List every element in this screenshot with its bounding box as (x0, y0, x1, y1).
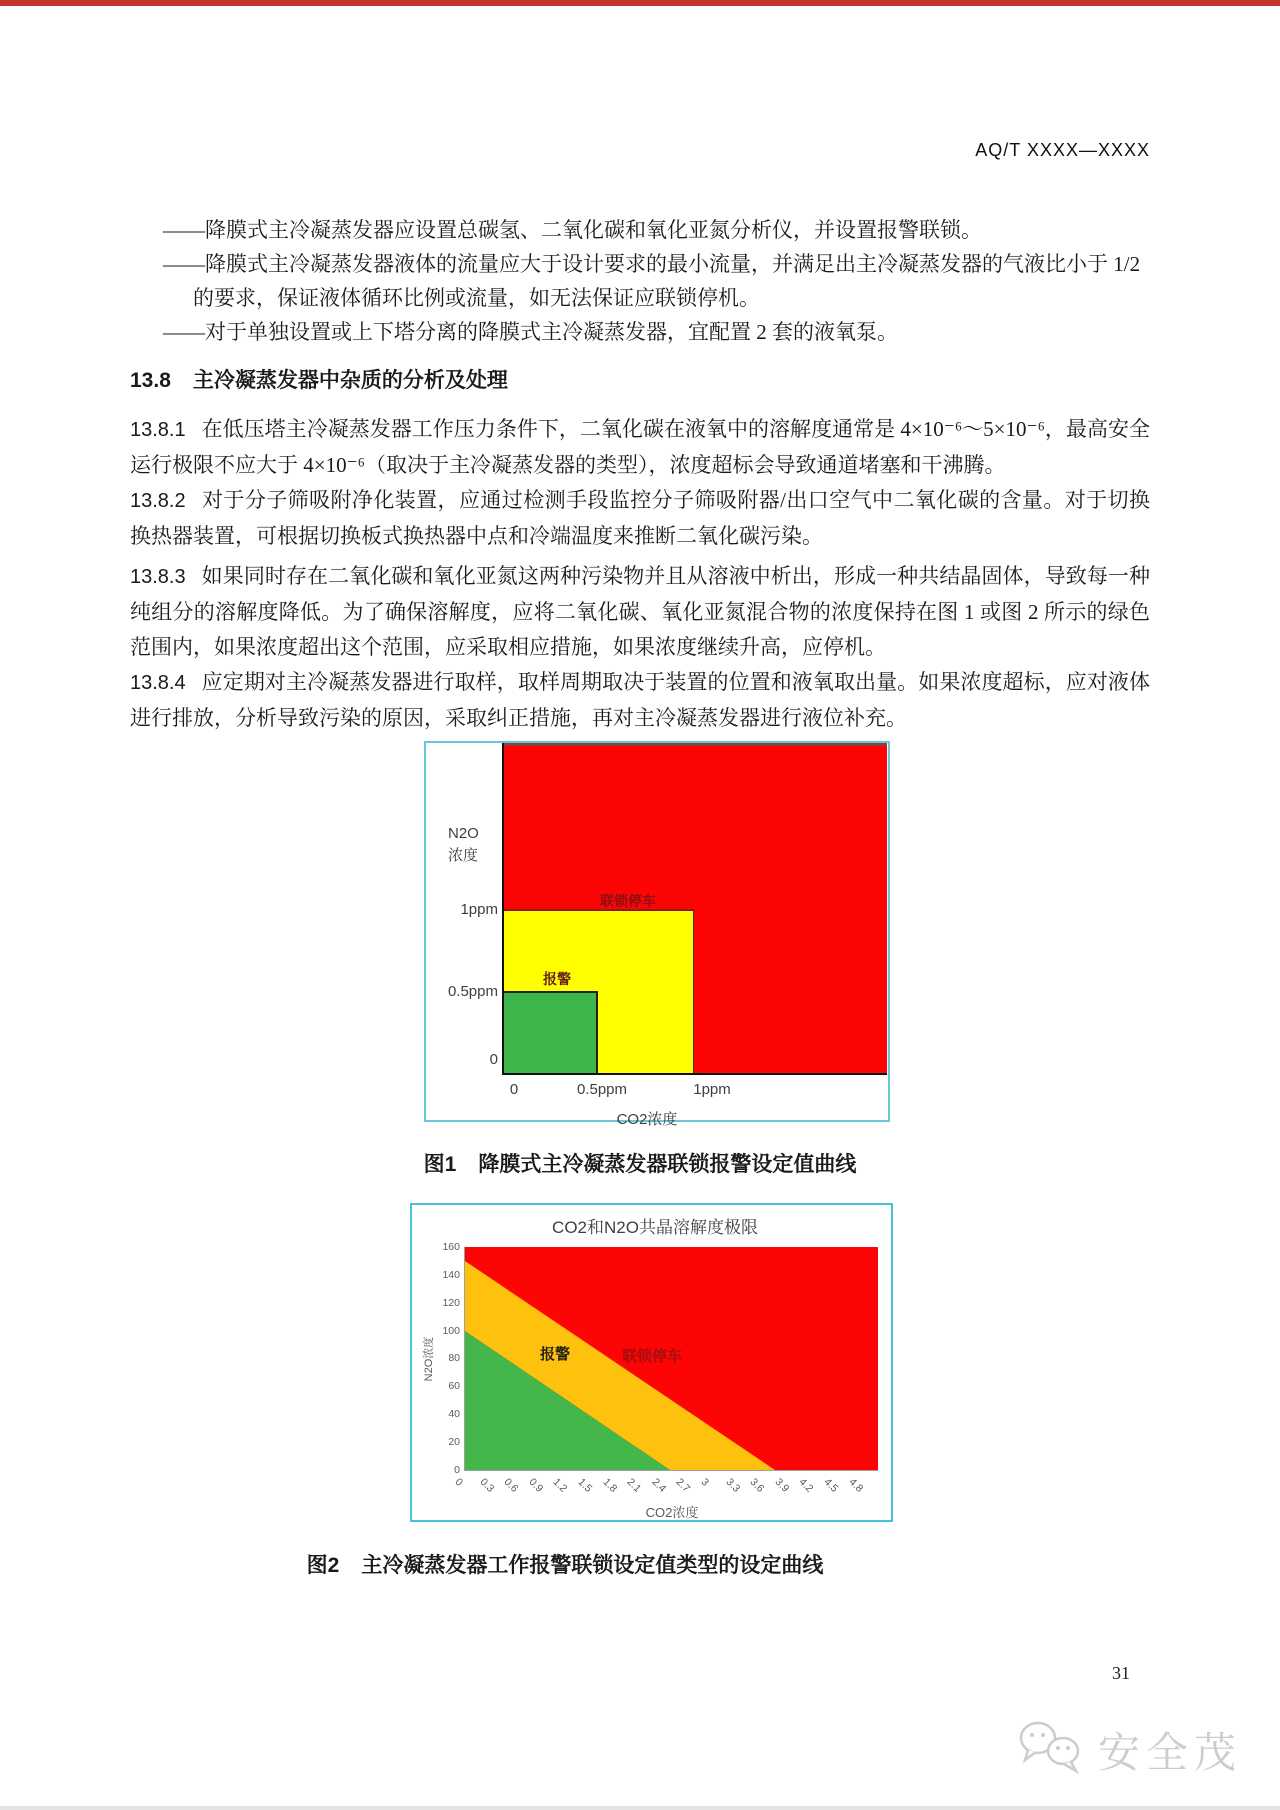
page-bottom-edge (0, 1806, 1280, 1810)
clause-text: 如果同时存在二氧化碳和氧化亚氮这两种污染物并且从溶液中析出，形成一种共结晶固体，导致每一种纯组分的溶解度降低。为了确保溶解度，应将二氧化碳、氧化亚氮混合物的浓度保持在图 1 或图 2 所示的绿色范围内，如果浓度超出这个范围，应采取相应措施，如果浓度继续升高，应停机。 (130, 564, 1150, 659)
figure2-title: CO2和N2O共晶溶解度极限 (552, 1218, 758, 1237)
figure2-y-tick: 120 (442, 1297, 460, 1309)
figure2-x-tick: 4.5 (821, 1476, 841, 1495)
clause-13-8-2 (130, 483, 1150, 554)
chat-bubbles-icon (1016, 1718, 1088, 1781)
clause-text: 对于分子筛吸附净化装置，应通过检测手段监控分子筛吸附器/出口空气中二氧化碳的含量。对于切换换热器装置，可根据切换板式换热器中点和冷端温度来推断二氧化碳污染。 (130, 488, 1150, 548)
bullet-text: 降膜式主冷凝蒸发器应设置总碳氢、二氧化碳和氧化亚氮分析仪，并设置报警联锁。 (205, 218, 982, 242)
figure2-x-tick: 4.8 (846, 1476, 866, 1495)
figure2-x-tick: 0.9 (526, 1476, 546, 1495)
figure2-x-tick: 3.3 (723, 1476, 743, 1495)
bullet-item-1 (130, 213, 1150, 247)
figure2-x-tick: 1.8 (600, 1476, 620, 1495)
figure1-caption-number: 图1 (423, 1153, 457, 1176)
clause-number: 13.8.1 (130, 419, 186, 441)
section-heading (130, 363, 1150, 398)
bullet-dash: —— (163, 252, 205, 276)
doc-code: AQ/T XXXX—XXXX (975, 140, 1150, 160)
figure1-x-tick: 0.5ppm (576, 1081, 628, 1098)
figure2-x-tick: 2.7 (673, 1476, 693, 1495)
figure1-chart (424, 741, 890, 1128)
clause-13-8-1 (130, 412, 1150, 483)
bullet-text: 降膜式主冷凝蒸发器液体的流量应大于设计要求的最小流量，并满足出主冷凝蒸发器的气液比小于 1/2 的要求，保证液体循环比例或流量，如无法保证应联锁停机。 (193, 252, 1141, 310)
figure2-x-tick: 0 (452, 1476, 466, 1489)
figure2-x-tick: 1.5 (575, 1476, 595, 1495)
figure2-x-tick: 3 (698, 1476, 712, 1489)
figure1-x-axis (502, 1073, 887, 1075)
figure2-x-tick: 4.2 (796, 1476, 816, 1495)
bullet-item-3 (130, 315, 1150, 349)
figure2-x-tick: 3.6 (747, 1476, 767, 1495)
figure2-y-tick: 160 (442, 1241, 460, 1253)
bullet-item-2 (130, 247, 1150, 315)
figure2-y-tick: 80 (448, 1352, 460, 1364)
page-top-edge (0, 0, 1280, 6)
figure2-x-tick: 1.2 (550, 1476, 570, 1495)
figure2-y-tick: 100 (442, 1325, 460, 1337)
watermark-text: 安全茂 (1097, 1728, 1242, 1776)
figure2-x-tick: 3.9 (772, 1476, 792, 1495)
figure1-trip-label: 联锁停车 (600, 893, 656, 909)
bullet-dash: —— (163, 320, 205, 344)
figure2-x-tick: 0.6 (501, 1476, 521, 1495)
section-number: 13.8 (130, 369, 171, 392)
page-number: 31 (1112, 1663, 1130, 1683)
clause-13-8-4 (130, 665, 1150, 736)
section-title: 主冷凝蒸发器中杂质的分析及处理 (192, 369, 508, 392)
figure1-x-tick: 1ppm (693, 1081, 731, 1098)
bullet-text: 对于单独设置或上下塔分离的降膜式主冷凝蒸发器，宜配置 2 套的液氧泵。 (205, 320, 898, 344)
figure1-caption (130, 1150, 1150, 1180)
figure1-normal-region (502, 991, 598, 1073)
figure2-trip-label: 联锁停车 (621, 1348, 683, 1365)
figure1-y-axis (502, 743, 504, 1075)
figure1-x-tick: 0 (509, 1081, 519, 1098)
figure2-caption-number: 图2 (306, 1554, 340, 1577)
figure2-y-tick: 40 (448, 1408, 460, 1420)
figure2-y-tick: 140 (442, 1269, 460, 1281)
clause-number: 13.8.2 (130, 490, 186, 512)
figure1-alarm-label: 报警 (543, 971, 571, 987)
clause-number: 13.8.4 (130, 672, 186, 694)
figure2-x-tick: 2.4 (649, 1476, 669, 1495)
figure2-y-axis-label: N2O浓度 (423, 1336, 435, 1382)
figure2-y-tick: 60 (448, 1380, 460, 1392)
clause-13-8-3 (130, 559, 1150, 665)
figure2-x-tick: 2.1 (624, 1476, 644, 1495)
figure1-y-tick: 0.5ppm (447, 983, 498, 1000)
page-content (130, 140, 1150, 1581)
figure2-caption (130, 1551, 1150, 1581)
figure1-y-axis-label: N2O 浓度 (448, 825, 479, 864)
figure2-alarm-label: 报警 (539, 1346, 571, 1363)
clause-text: 在低压塔主冷凝蒸发器工作压力条件下，二氧化碳在液氧中的溶解度通常是 4×10⁻⁶～5×10⁻⁶，最高安全运行极限不应大于 4×10⁻⁶（取决于主冷凝蒸发器的类型），浓度超标会导致通道堵塞和干沸腾。 (130, 417, 1150, 477)
figure2-x-axis-label: CO2浓度 (645, 1505, 699, 1520)
bullet-dash: —— (163, 218, 205, 242)
figure2-x-axis (464, 1470, 878, 1471)
clause-text: 应定期对主冷凝蒸发器进行取样，取样周期取决于装置的位置和液氧取出量。如果浓度超标，应对液体进行排放，分析导致污染的原因，采取纠正措施，再对主冷凝蒸发器进行液位补充。 (130, 670, 1150, 730)
figure2-y-tick: 0 (454, 1464, 460, 1476)
figure2-y-tick: 20 (448, 1436, 460, 1448)
clause-number: 13.8.3 (130, 566, 186, 588)
figure1-y-tick: 1ppm (460, 901, 498, 918)
watermark (1016, 1718, 1242, 1781)
figure2-y-axis (464, 1247, 465, 1471)
figure1-x-axis-label: CO2浓度 (616, 1111, 678, 1128)
figure1-y-tick: 0 (489, 1051, 498, 1068)
figure1-caption-text: 降膜式主冷凝蒸发器联锁报警设定值曲线 (478, 1153, 857, 1176)
figure2-chart (410, 1203, 893, 1522)
figure2-x-tick: 0.3 (477, 1476, 497, 1495)
figure2-caption-text: 主冷凝蒸发器工作报警联锁设定值类型的设定曲线 (361, 1554, 824, 1577)
